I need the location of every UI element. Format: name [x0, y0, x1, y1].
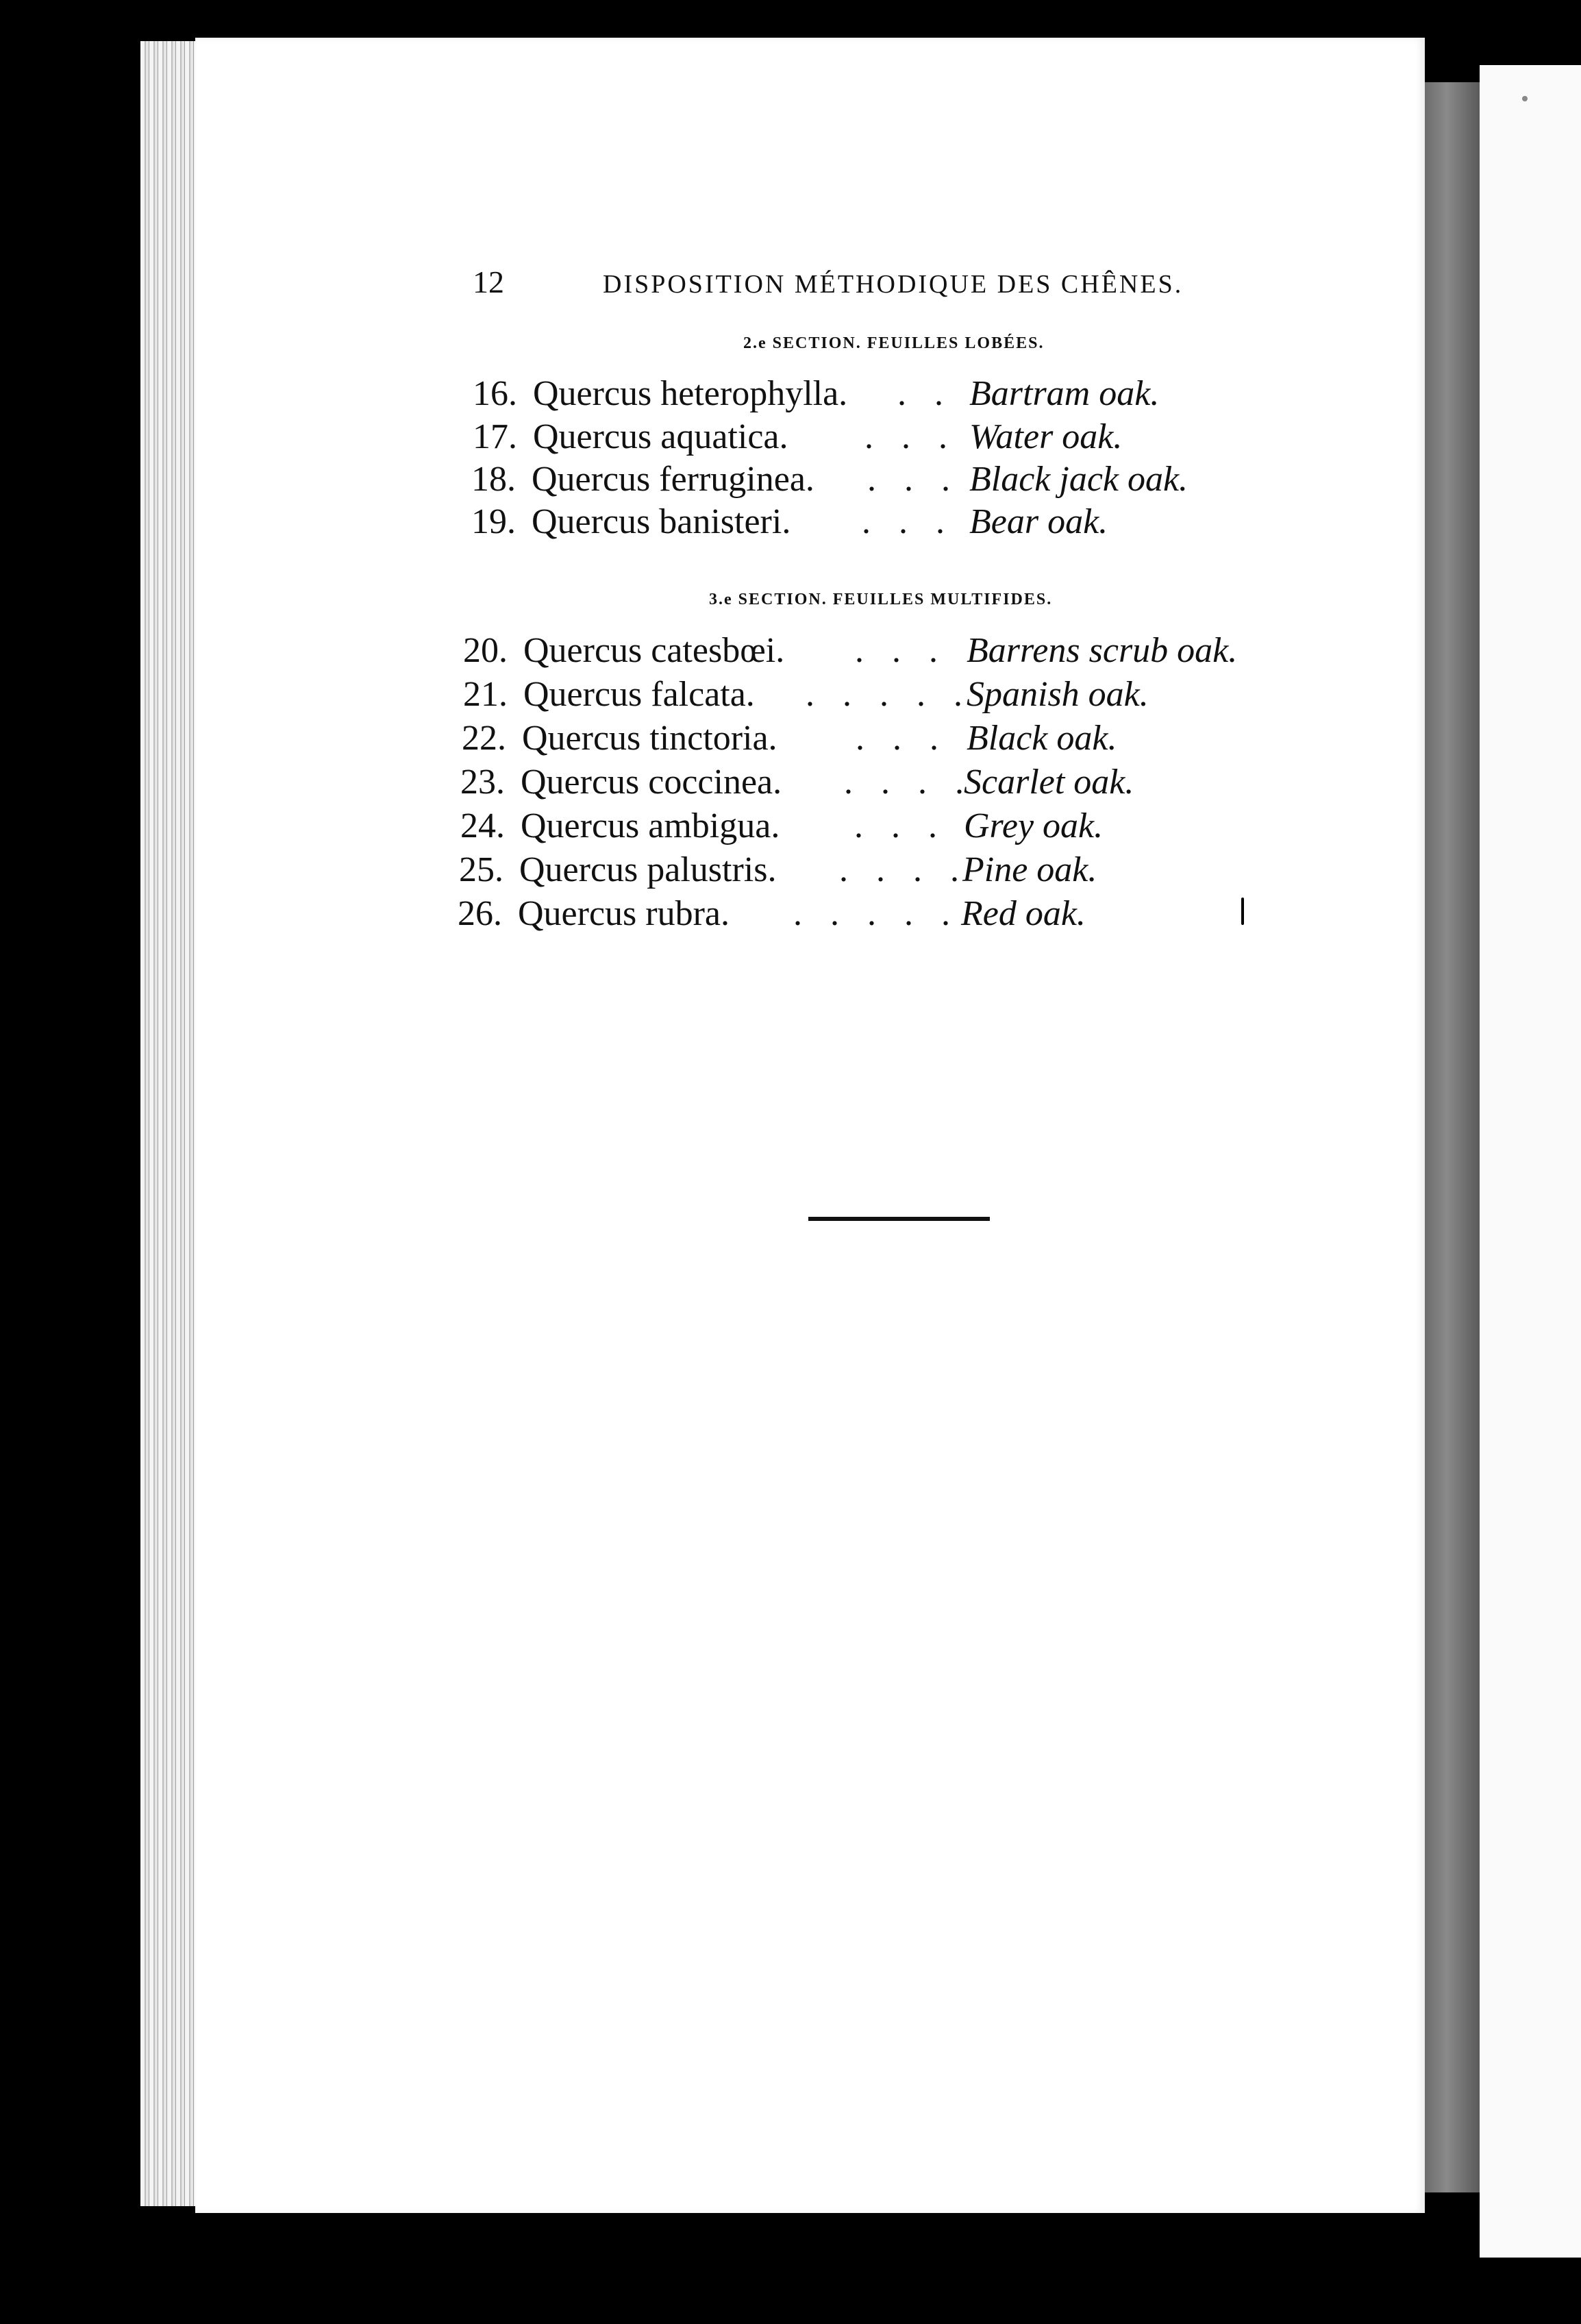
common-name: Scarlet oak.: [964, 763, 1134, 802]
entry-number: 21.: [463, 675, 508, 714]
dot-leader: . . . . .: [806, 675, 972, 714]
entry-number: 23.: [460, 763, 505, 802]
dot-leader: . . .: [855, 631, 947, 670]
scan-speck: [1086, 24, 1093, 34]
page-title: DISPOSITION MÉTHODIQUE DES CHÊNES.: [603, 270, 1184, 299]
latin-name: Quercus palustris.: [519, 850, 777, 889]
common-name: Barrens scrub oak.: [967, 631, 1238, 670]
entry-number: 20.: [463, 631, 508, 670]
dot-leader: . . .: [854, 806, 947, 845]
latin-name: Quercus ambigua.: [521, 806, 780, 845]
common-name: Black jack oak.: [969, 460, 1188, 499]
dot-leader: . . . .: [844, 763, 973, 802]
page-edges: [140, 41, 202, 2206]
common-name: Water oak.: [969, 417, 1123, 456]
page-number: 12: [473, 264, 504, 299]
common-name: Black oak.: [967, 719, 1117, 758]
common-name: Spanish oak.: [967, 675, 1149, 714]
latin-name: Quercus banisteri.: [532, 502, 791, 541]
entry-number: 22.: [462, 719, 506, 758]
entry-number: 17.: [473, 417, 517, 456]
dot-leader: . . .: [867, 460, 960, 499]
common-name: Bear oak.: [969, 502, 1108, 541]
latin-name: Quercus aquatica.: [533, 417, 788, 456]
facing-page: [1480, 65, 1581, 2258]
dot-leader: . . .: [864, 417, 957, 456]
scan-speck: [1522, 96, 1528, 101]
entry-number: 18.: [471, 460, 516, 499]
entry-number: 26.: [458, 894, 502, 933]
scan-speck: [1241, 898, 1244, 925]
dot-leader: . . . . .: [793, 894, 960, 933]
section-heading-3: 3.e SECTION. FEUILLES MULTIFIDES.: [709, 591, 1053, 608]
common-name: Pine oak.: [962, 850, 1097, 889]
common-name: Grey oak.: [964, 806, 1104, 845]
dot-leader: . . . .: [839, 850, 969, 889]
running-head: [473, 264, 1581, 305]
entry-number: 24.: [460, 806, 505, 845]
latin-name: Quercus catesbœi.: [523, 631, 785, 670]
end-rule: [808, 1217, 990, 1221]
book-spine: [1425, 82, 1480, 2192]
dot-leader: . .: [897, 374, 953, 413]
common-name: Bartram oak.: [969, 374, 1160, 413]
common-name: Red oak.: [961, 894, 1086, 933]
latin-name: Quercus ferruginea.: [532, 460, 814, 499]
section-heading-2: 2.e SECTION. FEUILLES LOBÉES.: [743, 334, 1045, 352]
latin-name: Quercus tinctoria.: [522, 719, 777, 758]
entry-number: 19.: [471, 502, 516, 541]
latin-name: Quercus coccinea.: [521, 763, 782, 802]
entry-number: 25.: [459, 850, 503, 889]
latin-name: Quercus heterophylla.: [533, 374, 848, 413]
latin-name: Quercus rubra.: [518, 894, 730, 933]
latin-name: Quercus falcata.: [523, 675, 755, 714]
entry-number: 16.: [473, 374, 517, 413]
book-page: [195, 38, 1425, 2213]
dot-leader: . . .: [862, 502, 954, 541]
dot-leader: . . .: [856, 719, 948, 758]
